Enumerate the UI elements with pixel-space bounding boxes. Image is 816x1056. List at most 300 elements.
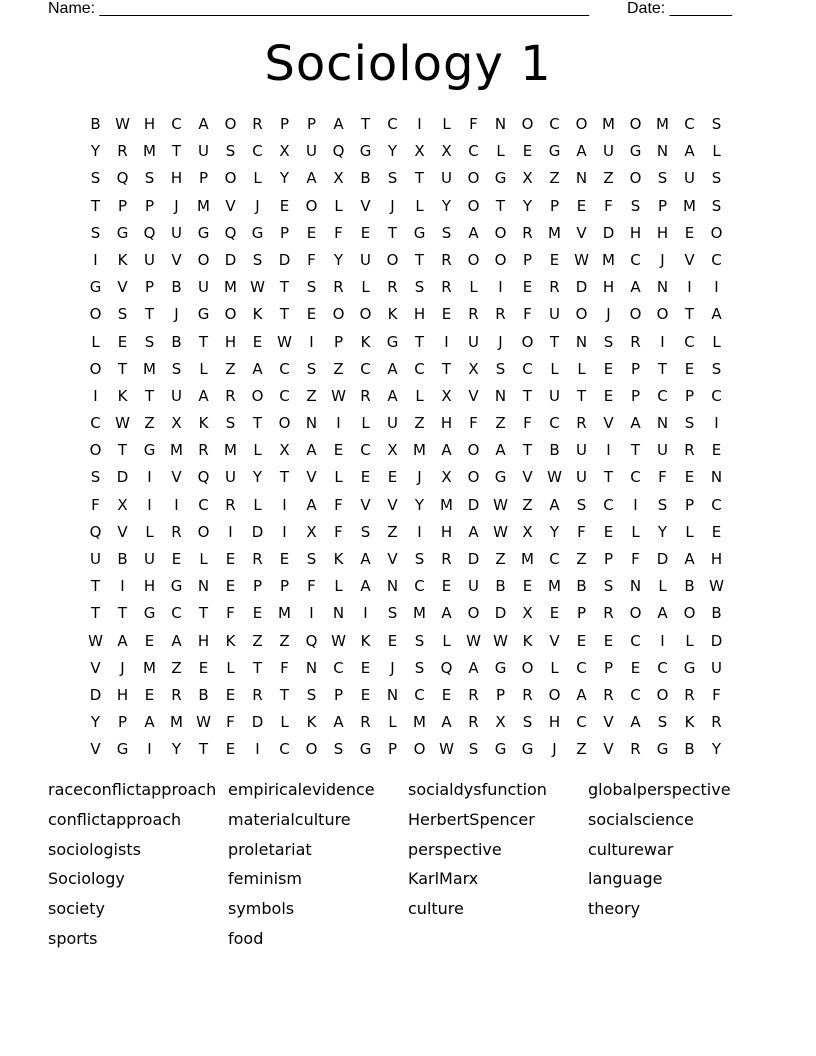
grid-letter: M bbox=[197, 196, 210, 215]
word-list-item: socialdysfunction bbox=[408, 780, 547, 799]
grid-letter: I bbox=[633, 495, 638, 514]
grid-letter: C bbox=[603, 495, 614, 514]
grid-letter: T bbox=[414, 169, 425, 188]
grid-letter: I bbox=[309, 332, 314, 351]
grid-letter: S bbox=[414, 631, 425, 650]
word-list-item: empiricalevidence bbox=[228, 780, 375, 799]
grid-letter: I bbox=[363, 604, 368, 623]
grid-letter: S bbox=[171, 359, 182, 378]
grid-letter: X bbox=[522, 522, 533, 541]
grid-letter: U bbox=[441, 169, 452, 188]
grid-letter: A bbox=[333, 115, 344, 133]
grid-letter: K bbox=[684, 713, 695, 732]
grid-letter: M bbox=[143, 359, 156, 378]
grid-letter: U bbox=[468, 332, 479, 351]
grid-letter: E bbox=[171, 550, 182, 568]
grid-letter: S bbox=[603, 332, 614, 351]
grid-letter: B bbox=[117, 550, 128, 568]
grid-letter: C bbox=[630, 685, 641, 704]
grid-letter: C bbox=[657, 658, 668, 677]
grid-letter: I bbox=[498, 278, 503, 297]
grid-letter: Y bbox=[279, 169, 290, 188]
grid-letter: T bbox=[198, 332, 209, 351]
grid-letter: O bbox=[575, 305, 588, 324]
grid-letter: W bbox=[493, 522, 508, 541]
grid-letter: L bbox=[469, 278, 478, 297]
grid-letter: R bbox=[225, 495, 236, 514]
grid-letter: I bbox=[660, 332, 665, 351]
grid-letter: F bbox=[712, 685, 721, 704]
grid-letter: C bbox=[252, 142, 263, 161]
grid-letter: A bbox=[306, 441, 317, 460]
grid-letter: I bbox=[444, 332, 449, 351]
grid-letter: E bbox=[549, 250, 560, 269]
grid-letter: A bbox=[630, 713, 641, 732]
grid-letter: G bbox=[413, 223, 426, 242]
grid-letter: R bbox=[468, 305, 479, 324]
grid-letter: R bbox=[360, 386, 371, 405]
grid-letter: S bbox=[711, 359, 722, 378]
grid-letter: D bbox=[575, 278, 588, 297]
grid-letter: A bbox=[360, 577, 371, 596]
grid-letter: Z bbox=[279, 631, 290, 650]
grid-letter: H bbox=[224, 332, 237, 351]
grid-letter: J bbox=[390, 658, 395, 677]
grid-letter: A bbox=[387, 359, 398, 378]
grid-letter: O bbox=[494, 223, 507, 242]
grid-letter: L bbox=[334, 196, 343, 215]
grid-letter: E bbox=[522, 577, 533, 596]
grid-letter: P bbox=[549, 196, 560, 215]
grid-letter: F bbox=[577, 522, 586, 541]
grid-letter: D bbox=[467, 495, 480, 514]
grid-letter: S bbox=[306, 278, 317, 297]
grid-letter: O bbox=[413, 740, 426, 759]
grid-letter: L bbox=[550, 658, 559, 677]
grid-letter: I bbox=[714, 278, 719, 297]
grid-letter: L bbox=[712, 142, 721, 161]
grid-letter: E bbox=[279, 550, 290, 568]
grid-letter: Y bbox=[414, 495, 425, 514]
grid-letter: W bbox=[331, 386, 346, 405]
grid-letter: Z bbox=[603, 169, 614, 188]
grid-letter: C bbox=[630, 631, 641, 650]
grid-letter: V bbox=[603, 713, 614, 732]
grid-letter: A bbox=[171, 631, 182, 650]
grid-letter: E bbox=[360, 223, 371, 242]
grid-letter: K bbox=[360, 332, 371, 351]
grid-letter: P bbox=[117, 713, 128, 732]
grid-letter: X bbox=[441, 142, 452, 161]
grid-letter: C bbox=[279, 359, 290, 378]
grid-letter: R bbox=[252, 115, 263, 133]
grid-letter: U bbox=[603, 142, 614, 161]
grid-letter: C bbox=[279, 740, 290, 759]
grid-letter: I bbox=[93, 386, 98, 405]
grid-letter: R bbox=[252, 685, 263, 704]
grid-letter: I bbox=[417, 522, 422, 541]
grid-letter: S bbox=[117, 305, 128, 324]
grid-letter: O bbox=[359, 305, 372, 324]
grid-letter: O bbox=[494, 250, 507, 269]
grid-letter: L bbox=[199, 550, 208, 568]
grid-letter: E bbox=[603, 631, 614, 650]
grid-letter: E bbox=[225, 740, 236, 759]
grid-letter: M bbox=[440, 495, 453, 514]
grid-letter: S bbox=[306, 359, 317, 378]
grid-letter: P bbox=[495, 685, 506, 704]
grid-letter: H bbox=[413, 305, 426, 324]
grid-letter: Q bbox=[143, 223, 156, 242]
letter-grid bbox=[82, 111, 730, 764]
grid-letter: X bbox=[306, 522, 317, 541]
grid-letter: T bbox=[144, 386, 155, 405]
grid-letter: P bbox=[387, 740, 398, 759]
grid-letter: B bbox=[684, 577, 695, 596]
grid-letter: T bbox=[576, 386, 587, 405]
name-field-label: Name: _______________________________________________________ bbox=[48, 0, 589, 17]
grid-letter: Y bbox=[549, 522, 560, 541]
grid-letter: P bbox=[603, 658, 614, 677]
grid-letter: D bbox=[494, 604, 507, 623]
grid-letter: R bbox=[252, 550, 263, 568]
grid-letter: S bbox=[657, 495, 668, 514]
grid-letter: F bbox=[658, 468, 667, 487]
grid-letter: S bbox=[90, 223, 101, 242]
grid-letter: D bbox=[278, 250, 291, 269]
grid-letter: Y bbox=[171, 740, 182, 759]
grid-letter: C bbox=[549, 115, 560, 133]
grid-letter: S bbox=[90, 169, 101, 188]
grid-letter: F bbox=[469, 115, 478, 133]
grid-letter: U bbox=[171, 223, 182, 242]
grid-letter: C bbox=[711, 386, 722, 405]
grid-letter: C bbox=[657, 386, 668, 405]
grid-letter: U bbox=[684, 169, 695, 188]
grid-letter: H bbox=[602, 278, 615, 297]
word-list-item: proletariat bbox=[228, 839, 312, 859]
grid-letter: L bbox=[361, 278, 370, 297]
grid-letter: Y bbox=[333, 250, 344, 269]
grid-letter: Q bbox=[305, 631, 318, 650]
grid-letter: F bbox=[280, 658, 289, 677]
word-list-item: Sociology bbox=[48, 869, 125, 889]
grid-letter: O bbox=[629, 604, 642, 623]
grid-letter: L bbox=[658, 577, 667, 596]
grid-letter: G bbox=[197, 223, 210, 242]
grid-letter: H bbox=[440, 522, 453, 541]
grid-letter: O bbox=[629, 305, 642, 324]
grid-letter: F bbox=[523, 414, 532, 433]
grid-letter: T bbox=[279, 468, 290, 487]
grid-letter: L bbox=[685, 522, 694, 541]
grid-letter: C bbox=[468, 142, 479, 161]
grid-letter: E bbox=[441, 685, 452, 704]
grid-letter: P bbox=[252, 577, 263, 596]
grid-letter: M bbox=[683, 196, 696, 215]
word-list-item: culturewar bbox=[588, 839, 674, 859]
grid-letter: G bbox=[251, 223, 264, 242]
grid-letter: V bbox=[387, 495, 398, 514]
grid-letter: S bbox=[144, 169, 155, 188]
grid-letter: R bbox=[522, 223, 533, 242]
word-list-item: socialscience bbox=[588, 809, 694, 829]
word-list-item: feminism bbox=[228, 869, 303, 889]
grid-letter: R bbox=[387, 278, 398, 297]
grid-letter: U bbox=[468, 577, 479, 596]
grid-letter: I bbox=[255, 740, 260, 759]
grid-letter: L bbox=[226, 658, 235, 677]
grid-letter: F bbox=[604, 196, 613, 215]
grid-letter: R bbox=[117, 142, 128, 161]
grid-letter: I bbox=[147, 468, 152, 487]
grid-letter: O bbox=[521, 332, 534, 351]
grid-letter: D bbox=[467, 550, 480, 568]
grid-letter: T bbox=[387, 223, 398, 242]
grid-letter: O bbox=[467, 169, 480, 188]
grid-letter: C bbox=[414, 577, 425, 596]
grid-letter: C bbox=[711, 495, 722, 514]
grid-letter: O bbox=[467, 468, 480, 487]
grid-letter: D bbox=[224, 250, 237, 269]
grid-letter: O bbox=[305, 196, 318, 215]
grid-letter: B bbox=[576, 577, 587, 596]
grid-letter: V bbox=[171, 250, 182, 269]
grid-letter: A bbox=[306, 169, 317, 188]
grid-letter: A bbox=[549, 495, 560, 514]
grid-letter: G bbox=[143, 441, 156, 460]
grid-letter: T bbox=[279, 305, 290, 324]
grid-letter: O bbox=[251, 386, 264, 405]
grid-letter: M bbox=[143, 142, 156, 161]
grid-letter: X bbox=[522, 169, 533, 188]
grid-letter: W bbox=[709, 577, 724, 596]
grid-letter: R bbox=[495, 305, 506, 324]
grid-letter: M bbox=[413, 713, 426, 732]
grid-letter: K bbox=[225, 631, 236, 650]
grid-letter: P bbox=[684, 386, 695, 405]
grid-letter: E bbox=[306, 305, 317, 324]
grid-letter: L bbox=[280, 713, 289, 732]
grid-letter: I bbox=[147, 740, 152, 759]
grid-letter: Y bbox=[441, 196, 452, 215]
grid-letter: I bbox=[660, 631, 665, 650]
grid-letter: R bbox=[684, 441, 695, 460]
grid-letter: U bbox=[576, 468, 587, 487]
grid-letter: L bbox=[253, 441, 262, 460]
grid-letter: T bbox=[279, 278, 290, 297]
grid-letter: U bbox=[576, 441, 587, 460]
grid-letter: R bbox=[630, 332, 641, 351]
grid-letter: G bbox=[386, 332, 399, 351]
grid-letter: G bbox=[629, 142, 642, 161]
grid-letter: K bbox=[333, 550, 344, 568]
grid-letter: J bbox=[660, 250, 665, 269]
grid-letter: Z bbox=[549, 169, 560, 188]
grid-letter: K bbox=[522, 631, 533, 650]
grid-letter: W bbox=[466, 631, 481, 650]
grid-letter: A bbox=[630, 414, 641, 433]
grid-letter: T bbox=[603, 468, 614, 487]
grid-letter: U bbox=[549, 386, 560, 405]
grid-letter: T bbox=[144, 305, 155, 324]
grid-letter: G bbox=[494, 468, 507, 487]
grid-letter: B bbox=[171, 278, 182, 297]
grid-letter: F bbox=[307, 250, 316, 269]
grid-letter: J bbox=[174, 196, 179, 215]
grid-letter: V bbox=[171, 468, 182, 487]
grid-letter: V bbox=[603, 740, 614, 759]
grid-letter: Z bbox=[171, 658, 182, 677]
grid-letter: H bbox=[116, 685, 129, 704]
grid-letter: I bbox=[228, 522, 233, 541]
grid-letter: H bbox=[197, 631, 210, 650]
grid-letter: L bbox=[685, 631, 694, 650]
grid-letter: L bbox=[712, 332, 721, 351]
grid-letter: A bbox=[468, 223, 479, 242]
grid-letter: I bbox=[336, 414, 341, 433]
grid-letter: H bbox=[548, 713, 561, 732]
grid-letter: L bbox=[496, 142, 505, 161]
grid-letter: J bbox=[174, 305, 179, 324]
grid-letter: E bbox=[360, 658, 371, 677]
grid-letter: S bbox=[387, 169, 398, 188]
word-list-item: sports bbox=[48, 928, 98, 948]
grid-letter: E bbox=[144, 685, 155, 704]
grid-letter: F bbox=[334, 223, 343, 242]
grid-letter: C bbox=[333, 658, 344, 677]
grid-letter: C bbox=[171, 604, 182, 623]
grid-letter: E bbox=[522, 278, 533, 297]
grid-letter: O bbox=[656, 305, 669, 324]
grid-letter: Q bbox=[332, 142, 345, 161]
grid-letter: A bbox=[144, 713, 155, 732]
grid-letter: Z bbox=[495, 414, 506, 433]
grid-letter: R bbox=[684, 685, 695, 704]
grid-letter: B bbox=[495, 577, 506, 596]
grid-letter: J bbox=[120, 658, 125, 677]
grid-letter: N bbox=[305, 414, 318, 433]
grid-letter: E bbox=[225, 577, 236, 596]
grid-letter: R bbox=[468, 713, 479, 732]
grid-letter: O bbox=[305, 740, 318, 759]
grid-letter: T bbox=[522, 441, 533, 460]
grid-letter: C bbox=[576, 658, 587, 677]
grid-letter: A bbox=[468, 522, 479, 541]
grid-letter: K bbox=[117, 250, 128, 269]
grid-letter: L bbox=[334, 577, 343, 596]
grid-letter: O bbox=[89, 305, 102, 324]
grid-letter: X bbox=[387, 441, 398, 460]
grid-letter: U bbox=[657, 441, 668, 460]
grid-letter: Z bbox=[576, 550, 587, 568]
word-list-item: sociologists bbox=[48, 839, 141, 859]
grid-letter: A bbox=[333, 713, 344, 732]
grid-letter: R bbox=[522, 685, 533, 704]
grid-letter: S bbox=[576, 495, 587, 514]
grid-letter: Y bbox=[387, 142, 398, 161]
grid-letter: L bbox=[388, 713, 397, 732]
grid-letter: V bbox=[468, 386, 479, 405]
grid-letter: L bbox=[415, 196, 424, 215]
grid-letter: K bbox=[198, 414, 209, 433]
grid-letter: N bbox=[629, 577, 642, 596]
grid-letter: E bbox=[630, 658, 641, 677]
grid-letter: E bbox=[576, 631, 587, 650]
grid-letter: G bbox=[197, 305, 210, 324]
word-list-item: raceconflictapproach bbox=[48, 780, 217, 799]
grid-letter: B bbox=[684, 740, 695, 759]
grid-letter: K bbox=[117, 386, 128, 405]
grid-letter: X bbox=[279, 441, 290, 460]
grid-letter: A bbox=[684, 142, 695, 161]
grid-letter: S bbox=[252, 250, 263, 269]
grid-letter: V bbox=[684, 250, 695, 269]
grid-letter: Q bbox=[116, 169, 129, 188]
grid-letter: R bbox=[360, 713, 371, 732]
grid-letter: A bbox=[495, 441, 506, 460]
grid-letter: O bbox=[467, 250, 480, 269]
grid-letter: F bbox=[523, 305, 532, 324]
grid-letter: J bbox=[255, 196, 260, 215]
grid-letter: F bbox=[469, 414, 478, 433]
grid-letter: O bbox=[521, 115, 534, 133]
grid-letter: E bbox=[387, 631, 398, 650]
grid-letter: E bbox=[711, 522, 722, 541]
grid-letter: H bbox=[143, 115, 156, 133]
word-list-item: language bbox=[588, 869, 663, 889]
grid-letter: W bbox=[331, 631, 346, 650]
grid-letter: V bbox=[603, 414, 614, 433]
grid-letter: U bbox=[225, 468, 236, 487]
grid-letter: S bbox=[441, 223, 452, 242]
grid-letter: L bbox=[442, 115, 451, 133]
grid-letter: M bbox=[602, 115, 615, 133]
grid-letter: U bbox=[198, 278, 209, 297]
grid-letter: M bbox=[602, 250, 615, 269]
header bbox=[48, 0, 748, 20]
grid-letter: A bbox=[468, 658, 479, 677]
grid-letter: C bbox=[279, 386, 290, 405]
grid-letter: O bbox=[467, 196, 480, 215]
grid-letter: O bbox=[89, 359, 102, 378]
grid-letter: O bbox=[224, 115, 237, 133]
grid-letter: A bbox=[441, 713, 452, 732]
grid-letter: E bbox=[360, 685, 371, 704]
grid-letter: M bbox=[278, 604, 291, 623]
grid-letter: T bbox=[414, 332, 425, 351]
grid-letter: E bbox=[441, 305, 452, 324]
grid-letter: X bbox=[333, 169, 344, 188]
grid-letter: A bbox=[441, 604, 452, 623]
grid-letter: E bbox=[306, 223, 317, 242]
grid-letter: Y bbox=[90, 142, 101, 161]
grid-letter: O bbox=[629, 169, 642, 188]
grid-letter: Z bbox=[306, 386, 317, 405]
grid-letter: R bbox=[603, 685, 614, 704]
grid-letter: O bbox=[332, 305, 345, 324]
grid-letter: Y bbox=[90, 713, 101, 732]
grid-letter: E bbox=[603, 386, 614, 405]
word-list-item: society bbox=[48, 899, 105, 919]
grid-letter: V bbox=[117, 522, 128, 541]
grid-letter: V bbox=[549, 631, 560, 650]
grid-letter: L bbox=[577, 359, 586, 378]
word-list-item: HerbertSpencer bbox=[408, 809, 535, 829]
grid-letter: C bbox=[360, 359, 371, 378]
grid-letter: T bbox=[279, 685, 290, 704]
grid-letter: C bbox=[576, 713, 587, 732]
